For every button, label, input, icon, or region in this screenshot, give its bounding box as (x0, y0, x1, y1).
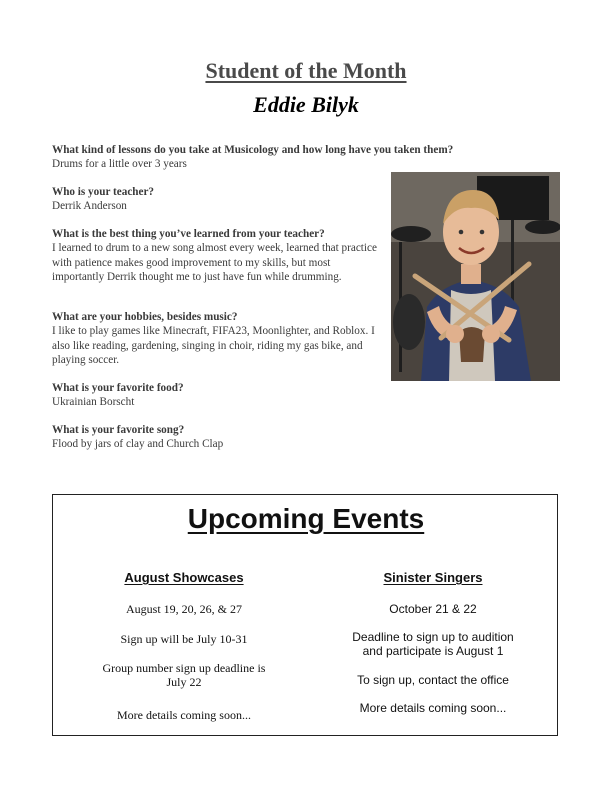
showcase-dates: August 19, 20, 26, & 27 (125, 602, 242, 616)
question: Who is your teacher? (52, 186, 155, 198)
qa-food (52, 381, 377, 410)
answer: Flood by jars of clay and Church Clap (52, 438, 224, 451)
upcoming-events-box (52, 494, 558, 736)
page-title: Student of the Month (205, 58, 407, 83)
sinister-singers-heading: Sinister Singers (383, 570, 483, 585)
question: What is the best thing you’ve learned from your teacher? (52, 228, 325, 240)
student-name: Eddie Bilyk (253, 92, 359, 117)
singers-audition-deadline: Deadline to sign up to audition and participate is August 1 (352, 630, 514, 658)
showcase-more-details: More details coming soon... (117, 708, 251, 722)
showcase-group-deadline: Group number sign up deadline is July 22 (102, 661, 266, 689)
answer: Derrik Anderson (52, 200, 127, 213)
singers-more-details: More details coming soon... (359, 701, 507, 715)
events-title: Upcoming Events (187, 503, 425, 534)
qa-song (52, 423, 377, 452)
qa-lessons (52, 143, 492, 172)
qa-teacher (52, 185, 377, 214)
student-photo (391, 172, 560, 381)
singers-signup: To sign up, contact the office (357, 673, 509, 687)
sinister-singers-column (305, 571, 561, 731)
august-showcases-column (53, 571, 315, 731)
august-showcases-heading: August Showcases (124, 570, 244, 585)
answer: I learned to drum to a new song almost every week, learned that practice with patience makes good improvement to my skills, but most importantly Derrik thought me to just have fun while drumming. (52, 242, 377, 283)
question: What is your favorite song? (52, 424, 185, 436)
question: What is your favorite food? (52, 382, 184, 394)
answer: I like to play games like Minecraft, FIFA23, Moonlighter, and Roblox. I also like reading, gardening, singing in choir, riding my gas bike, and playing soccer. (52, 325, 375, 366)
answer: Ukrainian Borscht (52, 396, 135, 409)
question: What kind of lessons do you take at Musicology and how long have you taken them? (52, 144, 454, 156)
qa-hobbies (52, 310, 377, 367)
qa-best-thing (52, 227, 377, 284)
question: What are your hobbies, besides music? (52, 311, 238, 323)
singers-dates: October 21 & 22 (389, 602, 477, 616)
answer: Drums for a little over 3 years (52, 158, 187, 171)
showcase-signup: Sign up will be July 10-31 (120, 632, 248, 646)
